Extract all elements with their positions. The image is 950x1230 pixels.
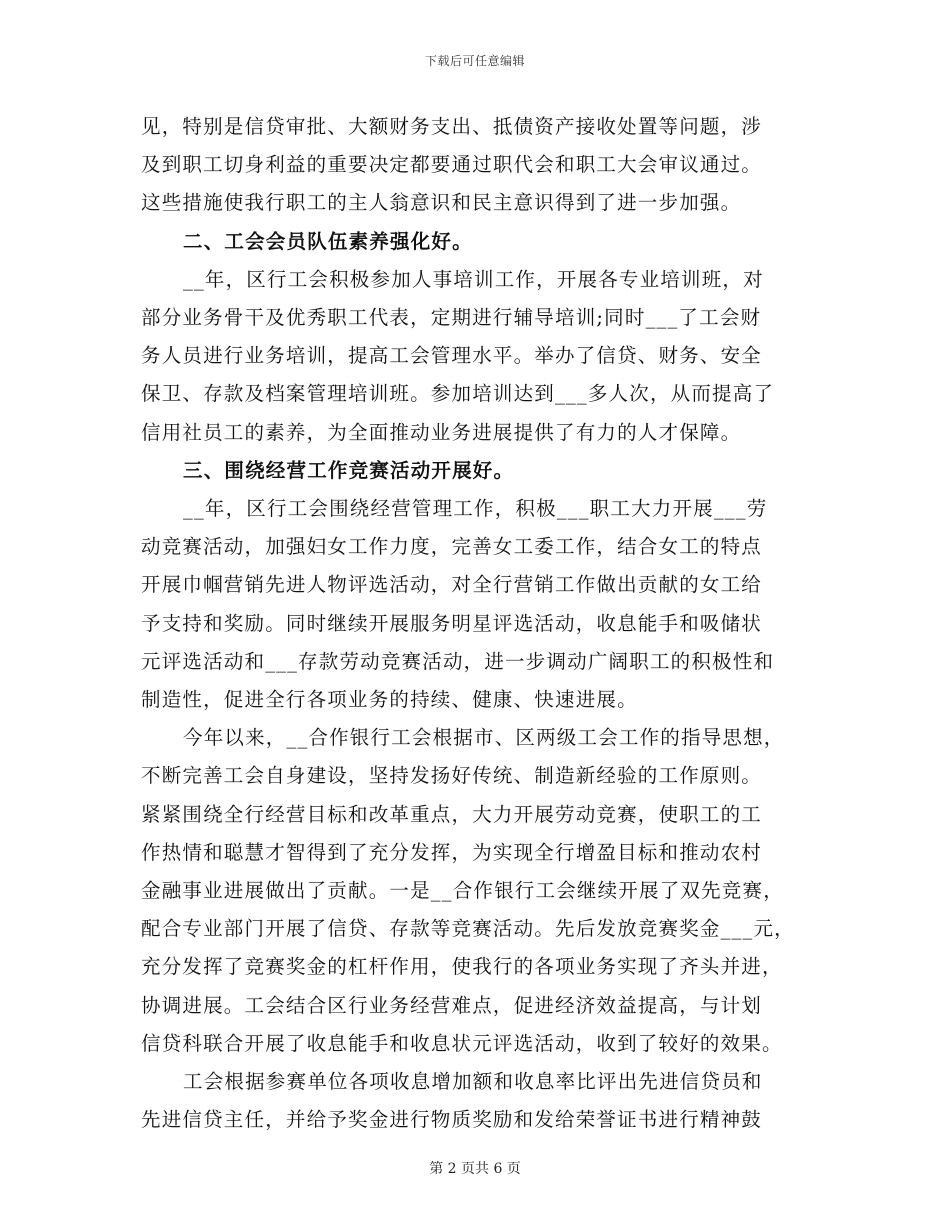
paragraph-line: 配合专业部门开展了信贷、存款等竞赛活动。先后发放竞赛奖金___元， (141, 917, 795, 941)
section-heading: 二、工会会员队伍素养强化好。 (183, 229, 473, 253)
paragraph-line: 协调进展。工会结合区行业务经营难点，促进经济效益提高，与计划 (141, 993, 763, 1017)
paragraph-line: 元评选活动和___存款劳动竞赛活动，进一步调动广阔职工的积极性和 (141, 649, 775, 673)
paragraph-line: 信用社员工的素养，为全面推动业务进展提供了有力的人才保障。 (141, 420, 742, 444)
paragraph-line: 不断完善工会自身建设，坚持发扬好传统、制造新经验的工作原则。 (141, 764, 763, 788)
paragraph-line: 紧紧围绕全行经营目标和改革重点，大力开展劳动竞赛，使职工的工 (141, 802, 763, 826)
paragraph-line: 及到职工切身利益的重要决定都要通过职代会和职工大会审议通过。 (141, 153, 763, 177)
paragraph-line: 予支持和奖励。同时继续开展服务明星评选活动，收息能手和吸储状 (141, 611, 763, 635)
document-body (141, 108, 813, 1139)
paragraph-line: 保卫、存款及档案管理培训班。参加培训达到___多人次，从而提高了 (141, 382, 775, 406)
paragraph-line: 工会根据参赛单位各项收息增加额和收息率比评出先进信贷员和 (183, 1070, 763, 1094)
paragraph-line: 先进信贷主任，并给予奖金进行物质奖励和发给荣誉证书进行精神鼓 (141, 1108, 763, 1132)
paragraph-line: 制造性，促进全行各项业务的持续、健康、快速进展。 (141, 688, 638, 712)
paragraph-line: 开展巾帼营销先进人物评选活动，对全行营销工作做出贡献的女工给 (141, 573, 763, 597)
paragraph-line: 部分业务骨干及优秀职工代表，定期进行辅导培训;同时___了工会财 (141, 306, 762, 330)
paragraph-line: 动竞赛活动，加强妇女工作力度，完善女工委工作，结合女工的特点 (141, 535, 763, 559)
paragraph-line: 充分发挥了竞赛奖金的杠杆作用，使我行的各项业务实现了齐头并进， (141, 955, 783, 979)
paragraph-line: 务人员进行业务培训，提高工会管理水平。举办了信贷、财务、安全 (141, 344, 763, 368)
paragraph-line: 金融事业进展做出了贡献。一是__合作银行工会继续开展了双先竞赛， (141, 879, 784, 903)
paragraph-line: __年，区行工会积极参加人事培训工作，开展各专业培训班，对 (183, 267, 764, 291)
paragraph-line: 作热情和聪慧才智得到了充分发挥，为实现全行增盈目标和推动农村 (141, 840, 763, 864)
page-number-footer: 第 2 页共 6 页 (429, 1161, 521, 1177)
section-heading: 三、围绕经营工作竞赛活动开展好。 (183, 458, 515, 482)
paragraph-line: __年，区行工会围绕经营管理工作，积极___职工大力开展___劳 (183, 497, 768, 521)
paragraph-line: 信贷科联合开展了收息能手和收息状元评选活动，收到了较好的效果。 (141, 1031, 783, 1055)
paragraph-line: 这些措施使我行职工的主人翁意识和民主意识得到了进一步加强。 (141, 191, 742, 215)
paragraph-line: 今年以来，__合作银行工会根据市、区两级工会工作的指导思想， (183, 726, 785, 750)
paragraph-line: 见，特别是信贷审批、大额财务支出、抵债资产接收处置等问题，涉 (141, 115, 763, 138)
page-header: 下载后可任意编辑 (424, 54, 525, 68)
